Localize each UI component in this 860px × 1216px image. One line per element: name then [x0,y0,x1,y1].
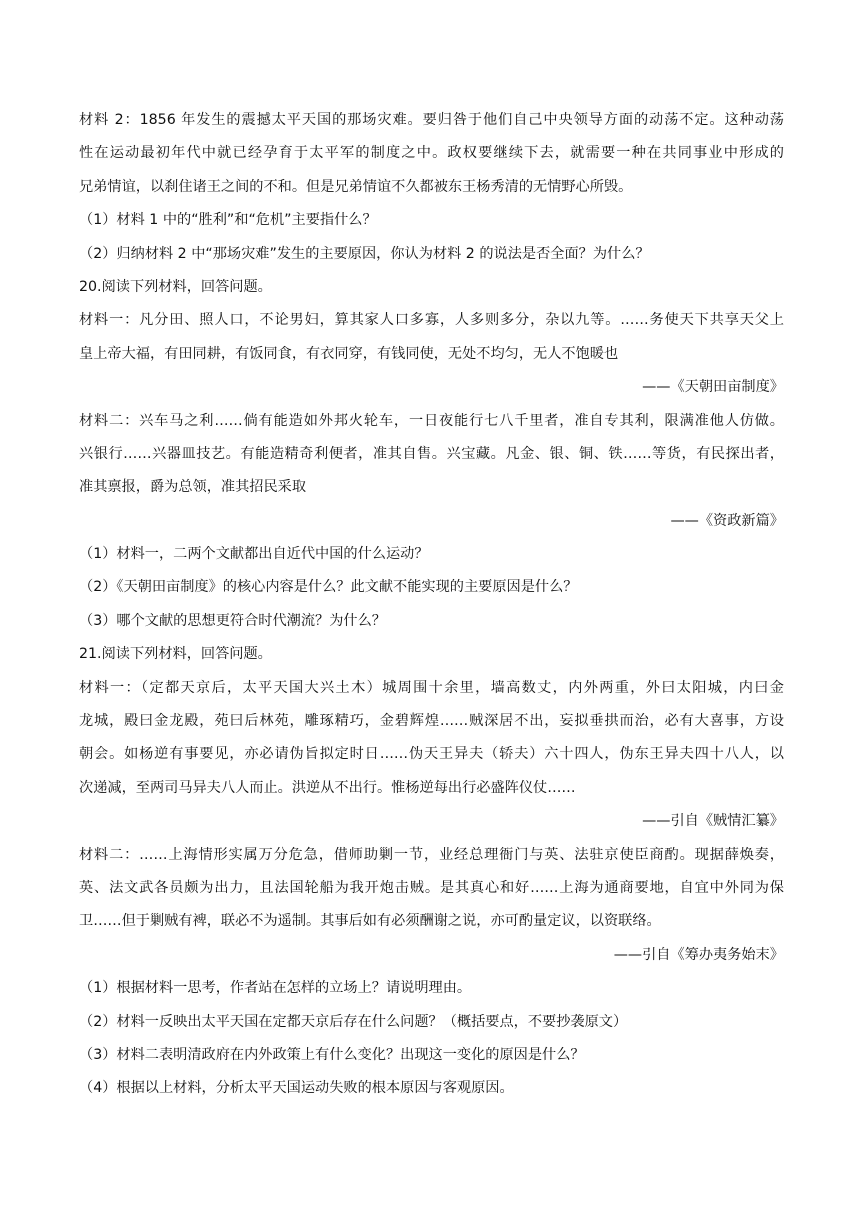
paragraph-line: 材料一：（定都天京后，太平天国大兴土木）城周围十余里，墙高数丈，内外两重，外曰太阳城，内曰金 [79,679,784,696]
source-citation: ——《天朝田亩制度》 [642,379,784,396]
source-citation: ——引自《筹办夷务始末》 [613,946,784,963]
question-heading: 20.阅读下列材料，回答问题。 [79,278,272,295]
sub-question: （4）根据以上材料，分析太平天国运动失败的根本原因与客观原因。 [79,1080,514,1097]
paragraph-line: 材料一：凡分田、照人口，不论男妇，算其家人口多寡，人多则多分，杂以九等。……务使天下共享天父上 [79,312,784,329]
paragraph-line: 材料二：兴车马之利……倘有能造如外邦火轮车，一日夜能行七八千里者，准自专其利，限满准他人仿做。 [79,412,784,429]
paragraph-line: 材料 2：1856 年发生的震撼太平天国的那场灾难。要归咎于他们自己中央领导方面的动荡不定。这种动荡 [79,112,784,128]
paragraph-line: 英、法文武各员颇为出力，且法国轮船为我开炮击贼。是其真心和好……上海为通商要地，自宜中外同为保 [79,879,784,896]
source-citation: ——《资政新篇》 [670,512,784,529]
paragraph-line: 卫……但于剿贼有裨，联必不为遥制。其事后如有必须酬谢之说，亦可酌量定议，以资联络。 [79,913,661,930]
sub-question: （1）根据材料一思考，作者站在怎样的立场上？请说明理由。 [79,980,472,997]
source-citation: ——引自《贼情汇纂》 [642,813,784,830]
sub-question: （2）材料一反映出太平天国在定都天京后存在什么问题？（概括要点，不要抄袭原文） [79,1013,628,1030]
paragraph-line: 朝会。如杨逆有事要见，亦必请伪旨拟定时日……伪天王异夫（轿夫）六十四人，伪东王异夫四十八人，以 [79,746,784,763]
sub-question: （2）《天朝田亩制度》的核心内容是什么？此文献不能实现的主要原因是什么？ [79,579,578,596]
question-heading: 21.阅读下列材料，回答问题。 [79,646,272,663]
paragraph-line: 次递减，至两司马异夫八人而止。洪逆从不出行。惟杨逆每出行必盛阵仪仗…… [79,779,576,796]
sub-question: （1）材料 1 中的“胜利”和“危机”主要指什么？ [79,212,377,229]
paragraph-line: 兄弟情谊，以刹住诸王之间的不和。但是兄弟情谊不久都被东王杨秀清的无情野心所毁。 [79,178,633,195]
sub-question: （3）哪个文献的思想更符合时代潮流？为什么？ [79,612,386,629]
sub-question: （2）归纳材料 2 中“那场灾难”发生的主要原因，你认为材料 2 的说法是否全面？为什么？ [79,245,650,262]
paragraph-line: 龙城，殿曰金龙殿，苑曰后林苑，雕琢精巧，金碧辉煌……贼深居不出，妄拟垂拱而治，必有大喜事，方设 [79,713,784,730]
paragraph-line: 准其禀报，爵为总领，准其招民采取 [79,479,307,496]
sub-question: （3）材料二表明清政府在内外政策上有什么变化？出现这一变化的原因是什么？ [79,1046,585,1063]
paragraph-line: 兴银行……兴器皿技艺。有能造精奇利便者，准其自售。兴宝藏。凡金、银、铜、铁……等货，有民探出者， [79,445,784,462]
sub-question: （1）材料一，二两个文献都出自近代中国的什么运动？ [79,546,429,563]
paragraph-line: 性在运动最初年代中就已经孕育于太平军的制度之中。政权要继续下去，就需要一种在共同事业中形成的 [79,145,784,162]
paragraph-line: 材料二：……上海情形实属万分危急，借师助剿一节，业经总理衙门与英、法驻京使臣商酌。现据薛焕奏， [79,846,784,863]
document-page [79,104,784,1106]
paragraph-line: 皇上帝大福，有田同耕，有饭同食，有衣同穿，有钱同使，无处不均匀，无人不饱暖也 [79,345,619,362]
